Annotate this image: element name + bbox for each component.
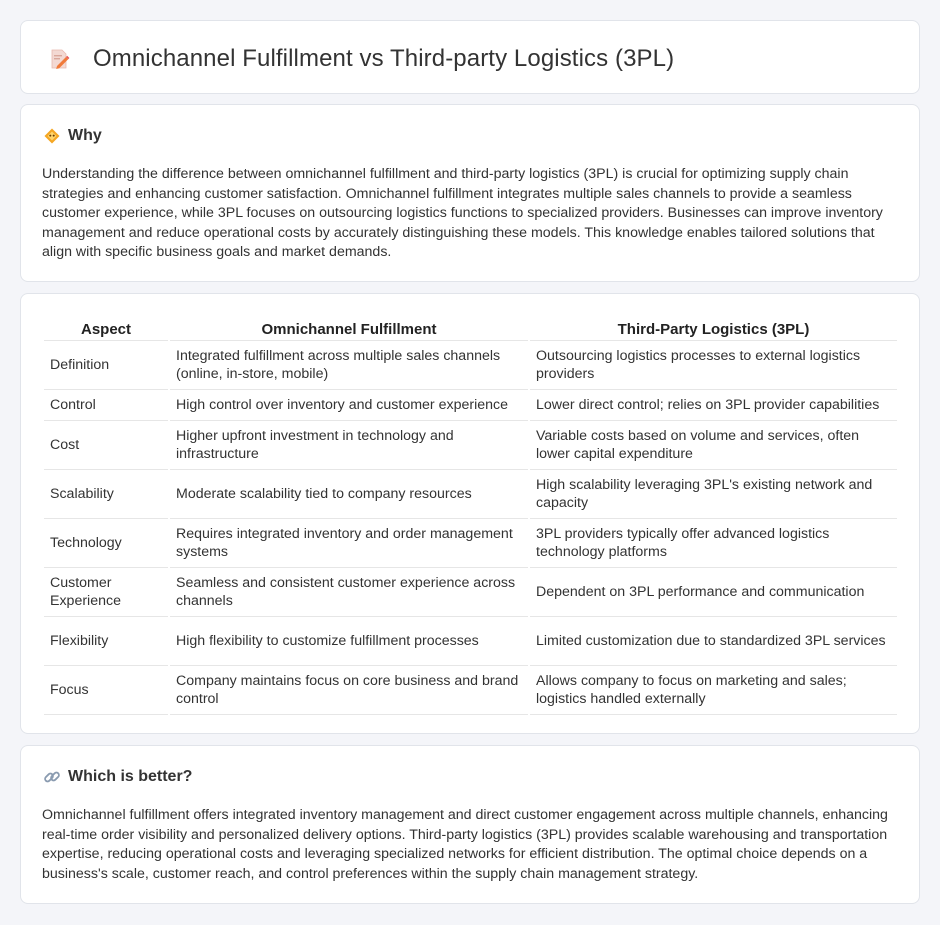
omnichannel-cell: High flexibility to customize fulfillment processes: [170, 617, 528, 666]
better-title: Which is better?: [68, 768, 193, 785]
better-text: Omnichannel fulfillment offers integrated inventory management and direct customer engagement across multiple channels, enhancing real-time order visibility and personalized delivery options. Third-party logistics (3PL) provides scalable warehousing and transportation expertise, reducing operational costs and leveraging specialized networks for efficient distribution. The optimal choice depends on a business's scale, customer reach, and control preferences within the supply chain management strategy.: [42, 807, 888, 882]
comparison-table: [42, 315, 899, 715]
table-row: [44, 421, 897, 470]
table-row: [44, 390, 897, 421]
aspect-cell: Cost: [44, 421, 168, 470]
aspect-cell: Focus: [44, 666, 168, 715]
3pl-cell: Limited customization due to standardized 3PL services: [530, 617, 897, 666]
table-row: [44, 666, 897, 715]
omnichannel-cell: High control over inventory and customer experience: [170, 390, 528, 421]
omnichannel-cell: Higher upfront investment in technology and infrastructure: [170, 421, 528, 470]
table-row: [44, 617, 897, 666]
which-is-better-section: [20, 745, 920, 904]
table-row: [44, 470, 897, 519]
table-header-row: [44, 315, 897, 341]
why-header: [43, 127, 102, 145]
aspect-cell: Control: [44, 390, 168, 421]
omnichannel-cell: Integrated fulfillment across multiple sales channels (online, in-store, mobile): [170, 341, 528, 390]
why-text: Understanding the difference between omnichannel fulfillment and third-party logistics (3PL) is crucial for optimizing supply chain strategies and enhancing customer satisfaction. Omnichannel fulfillment integrates multiple sales channels to provide a seamless customer experience, while 3PL focuses on outsourcing logistics functions to specialized providers. Businesses can improve inventory management and reduce operational costs by accurately distinguishing these models. This knowledge enables tailored solutions that align with specific business goals and market demands.: [42, 166, 883, 261]
link-icon: [43, 768, 61, 786]
omnichannel-cell: Requires integrated inventory and order management systems: [170, 519, 528, 568]
3pl-cell: Outsourcing logistics processes to external logistics providers: [530, 341, 897, 390]
document-pencil-icon: [47, 47, 71, 71]
column-header-omnichannel: Omnichannel Fulfillment: [170, 315, 528, 341]
aspect-cell: Flexibility: [44, 617, 168, 666]
column-header-aspect: Aspect: [44, 315, 168, 341]
aspect-cell: Customer Experience: [44, 568, 168, 617]
page-title: Omnichannel Fulfillment vs Third-party Logistics (3PL): [93, 45, 675, 72]
why-title: Why: [68, 127, 102, 144]
column-header-3pl: Third-Party Logistics (3PL): [530, 315, 897, 341]
better-header: [43, 768, 192, 786]
3pl-cell: Variable costs based on volume and services, often lower capital expenditure: [530, 421, 897, 470]
3pl-cell: Allows company to focus on marketing and sales; logistics handled externally: [530, 666, 897, 715]
title-card: [20, 20, 920, 94]
aspect-cell: Definition: [44, 341, 168, 390]
table-row: [44, 519, 897, 568]
3pl-cell: Lower direct control; relies on 3PL provider capabilities: [530, 390, 897, 421]
table-row: [44, 341, 897, 390]
3pl-cell: 3PL providers typically offer advanced logistics technology platforms: [530, 519, 897, 568]
title-row: [47, 45, 674, 73]
aspect-cell: Scalability: [44, 470, 168, 519]
omnichannel-cell: Seamless and consistent customer experience across channels: [170, 568, 528, 617]
omnichannel-cell: Company maintains focus on core business and brand control: [170, 666, 528, 715]
comparison-section: [20, 293, 920, 734]
3pl-cell: Dependent on 3PL performance and communication: [530, 568, 897, 617]
table-row: [44, 568, 897, 617]
omnichannel-cell: Moderate scalability tied to company resources: [170, 470, 528, 519]
gem-icon: [43, 127, 61, 145]
3pl-cell: High scalability leveraging 3PL's existing network and capacity: [530, 470, 897, 519]
aspect-cell: Technology: [44, 519, 168, 568]
why-section: [20, 104, 920, 282]
